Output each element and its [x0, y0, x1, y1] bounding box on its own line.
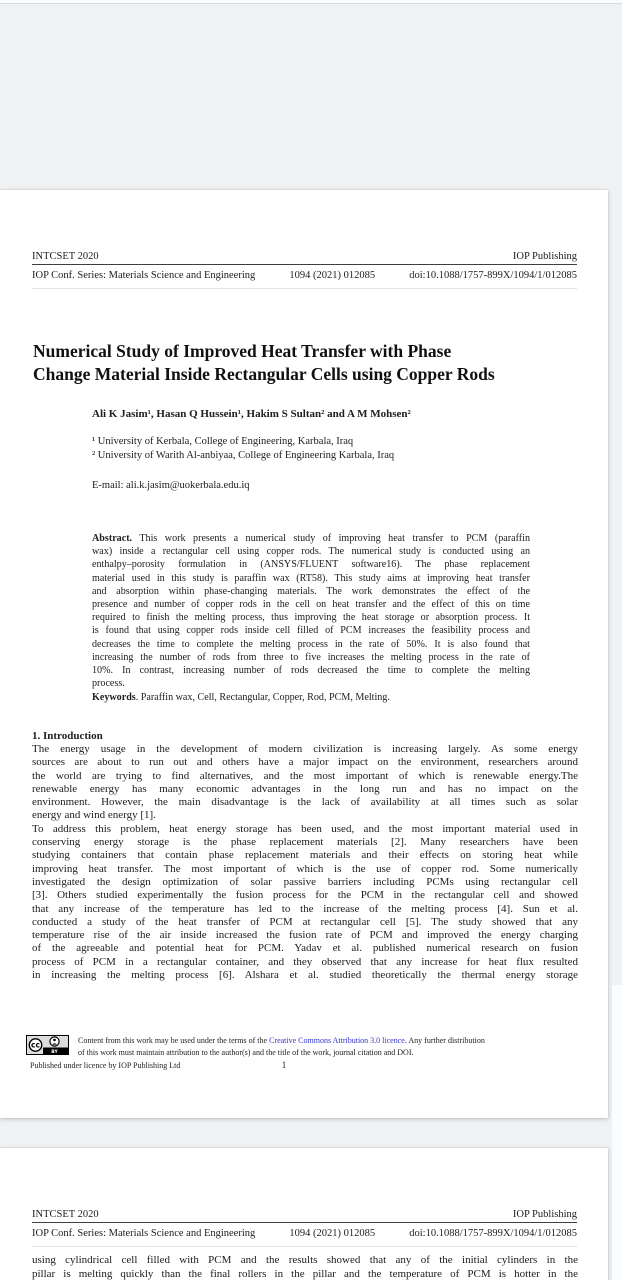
- body-text-line: pillar is melting quickly than the final rollers in the pillar and the temperature of PCM is hotter in the: [32, 1267, 578, 1280]
- body-text-line: studying containers that contain phase replacement materials and their effects on storing heat while: [32, 849, 578, 862]
- body-text-line: The energy usage in the development of modern civilization is increasing largely. As some energy: [32, 743, 578, 755]
- doi: doi:10.1088/1757-899X/1094/1/012085: [409, 1228, 577, 1239]
- publisher-name: IOP Publishing: [512, 251, 577, 262]
- header-rule: [32, 264, 577, 265]
- page-header-2: [32, 1208, 577, 1247]
- body-text-line: improving heat transfer. The most important of which is the use of copper rod. Some numerically: [32, 862, 578, 875]
- journal-name: IOP Conf. Series: Materials Science and Engineering: [32, 1228, 256, 1239]
- body-text-line: [3]. Others studied experimentally the fusion process for the PCM in the rectangular cell and showed: [32, 889, 578, 902]
- license-line-1: [78, 1035, 574, 1047]
- abstract-line: process.: [92, 678, 125, 690]
- abstract-first-line: [92, 532, 530, 545]
- abstract-line: enthalpy–porosity formulation in (ANSYS/FLUENT software16). The phase replacement: [92, 559, 530, 571]
- affiliations: [92, 435, 548, 462]
- abstract-label: Abstract.: [92, 533, 133, 544]
- header-rule: [32, 1222, 577, 1223]
- abstract-block: [92, 532, 530, 704]
- body-text-line: using cylindrical cell filled with PCM and the results showed that any of the initial cylinders in the: [32, 1254, 578, 1266]
- introduction-section: [32, 729, 578, 982]
- license-link[interactable]: Creative Commons Attribution 3.0 licence: [269, 1036, 405, 1045]
- abstract-first-line-text: This work presents a numerical study of improving heat transfer to PCM (paraffin: [132, 533, 530, 544]
- body-text-line: conducted a study of the heat transfer of PCM at rectangular cell [5]. The study showed that any: [32, 915, 578, 928]
- article-number: 1094 (2021) 012085: [289, 270, 376, 281]
- abstract-line: presence and number of copper rods in the cell on heat transfer and the effect of this on time: [92, 599, 530, 611]
- scrollbar-thumb[interactable]: [612, 0, 622, 985]
- conference-name: INTCSET 2020: [32, 1209, 99, 1220]
- license-line-1-pre: Content from this work may be used under the terms of the: [78, 1036, 270, 1045]
- affiliation-line: ² University of Warith Al-anbiyaa, College of Engineering Karbala, Iraq: [92, 449, 395, 461]
- abstract-line: wax) inside a rectangular cell using copper rods. The numerical study is conducted using an: [92, 546, 530, 558]
- svg-text:cc: cc: [31, 1040, 40, 1050]
- paper-title: [33, 340, 580, 386]
- body-text-line: To address this problem, heat energy storage has been used, and the most important material used in: [32, 822, 578, 835]
- doi: doi:10.1088/1757-899X/1094/1/012085: [409, 270, 577, 281]
- body-text-line: renewable energy has many economic advantages in the long run and has no impact on the: [32, 782, 578, 795]
- cc-by-badge-icon: [26, 1035, 69, 1055]
- header-rule-2: [32, 288, 577, 289]
- email-line: E-mail: ali.k.jasim@uokerbala.edu.iq: [92, 480, 250, 491]
- intro-paragraph-1: [32, 743, 578, 823]
- keywords-line: [92, 691, 530, 704]
- section-1-heading: 1. Introduction: [32, 730, 103, 742]
- publisher-name: IOP Publishing: [512, 1209, 577, 1220]
- page-2: [0, 1148, 608, 1280]
- license-line-2: of this work must maintain attribution to the author(s) and the title of the work, journal citation and DOI.: [78, 1047, 414, 1057]
- journal-name: IOP Conf. Series: Materials Science and Engineering: [32, 270, 256, 281]
- abstract-paragraph: [92, 545, 530, 690]
- abstract-line: 10%. In contrast, increasing number of rods decreased the time to complete the melting: [92, 665, 530, 677]
- abstract-line: is found that using copper rods inside cell filled of PCM increases the feasibility process and: [92, 625, 530, 637]
- body-text-line: sources are about to run out and others have a major impact on the environment, researchers around: [32, 756, 578, 769]
- article-number: 1094 (2021) 012085: [289, 1228, 376, 1239]
- scrollbar-track[interactable]: [612, 0, 622, 1280]
- page-2-text: [32, 1254, 578, 1280]
- page-number: 1: [281, 1060, 287, 1070]
- authors-line: Ali K Jasim¹, Hasan Q Hussein¹, Hakim S Sultan² and A M Mohsen²: [92, 408, 411, 420]
- intro-paragraph-2: [32, 823, 578, 983]
- body-text-line: conserving energy storage is the phase replacement materials [2]. Many researchers have been: [32, 836, 578, 849]
- keywords-label: Keywords: [92, 691, 136, 703]
- abstract-line: decreases the time to complete the melting process in the rate of 50%. It is also found that: [92, 638, 530, 650]
- abstract-line: material used in this study is paraffin wax (RT58). This study aims at improving heat transfer: [92, 572, 530, 584]
- body-text-line: temperature rise of the air inside increased the fusion rate of PCM and improved the energy charging: [32, 929, 578, 942]
- published-note: Published under licence by IOP Publishing Ltd: [30, 1061, 181, 1070]
- paper-title-line-1: Numerical Study of Improved Heat Transfer with Phase: [33, 341, 452, 361]
- body-text-line: that any increase of the temperature has led to the increase of the melting process [4]. Sun et al.: [32, 902, 578, 915]
- page-1: [0, 190, 608, 1118]
- body-text-line: process of PCM in a rectangular container, and they observed that any increase for heat flux resulted: [32, 955, 578, 968]
- license-line-1-post: . Any further distribution: [404, 1036, 485, 1045]
- keywords-text: . Paraffin wax, Cell, Rectangular, Copper, Rod, PCM, Melting.: [135, 691, 390, 703]
- body-text-line: investigated the design optimization of solar passive barriers including PCMs using rectangular cell: [32, 875, 578, 888]
- abstract-line: and absorption within phase-changing materials. The work demonstrates the effect of the: [92, 585, 530, 597]
- body-text-line: environment. However, the main disadvantage is the lack of availability at all times such as solar: [32, 796, 578, 809]
- affiliation-line: ¹ University of Kerbala, College of Engineering, Karbala, Iraq: [92, 436, 354, 447]
- body-text-line: the world are trying to find alternatives, and the most important of which is renewable energy.The: [32, 769, 578, 782]
- body-text-line: of the agreeable and potential heat for PCM. Yadav et al. published numerical research on fusion: [32, 942, 578, 955]
- svg-text:BY: BY: [51, 1050, 58, 1055]
- header-rule-2: [32, 1246, 577, 1247]
- paper-title-line-2: Change Material Inside Rectangular Cells using Copper Rods: [33, 364, 495, 384]
- cc-license-text: [78, 1035, 574, 1058]
- body-text-line: in increasing the melting process [6]. Alshara et al. studied theoretically the thermal energy storage: [32, 969, 578, 982]
- page-header: [32, 250, 577, 289]
- abstract-line: required to finish the melting process, thus improving the heat storage or absorption process. It: [92, 612, 530, 624]
- body-text-line: energy and wind energy [1].: [32, 809, 156, 822]
- abstract-line: increasing the number of rods from three to five increases the melting process in the rate of: [92, 651, 530, 663]
- conference-name: INTCSET 2020: [32, 251, 99, 262]
- toolbar-edge: [0, 0, 622, 4]
